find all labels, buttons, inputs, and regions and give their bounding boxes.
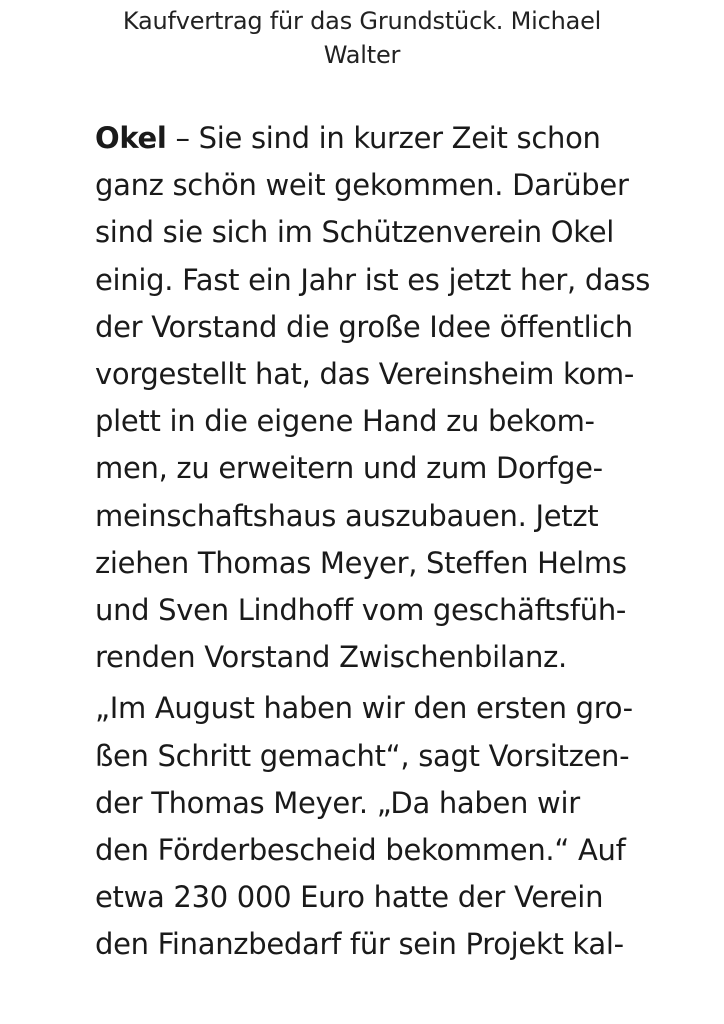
caption-line: Kaufvertrag für das Grundstück. Michael xyxy=(122,7,602,35)
text-line: etwa 230 000 Euro hatte der Verein xyxy=(95,880,604,915)
text-line: sind sie sich im Schützenverein Okel xyxy=(95,215,615,250)
text-line: den Förderbescheid bekommen.“ Auf xyxy=(95,833,626,868)
text-line: den Finanzbedarf für sein Projekt kal- xyxy=(95,927,624,962)
text-line: einig. Fast ein Jahr ist es jetzt her, dass xyxy=(95,262,651,297)
text-line: plett in die eigene Hand zu bekom- xyxy=(95,404,595,439)
text-line: vorgestellt hat, das Vereinsheim kom- xyxy=(95,357,635,392)
text-line-rest: – Sie sind in kurzer Zeit schon xyxy=(166,121,601,155)
dateline: Okel xyxy=(95,121,167,155)
text-line: der Thomas Meyer. „Da haben wir xyxy=(95,785,580,820)
text-line: ßen Schritt gemacht“, sagt Vorsitzen- xyxy=(95,738,630,773)
image-caption xyxy=(90,4,634,72)
text-line: ziehen Thomas Meyer, Steffen Helms xyxy=(95,545,627,580)
text-line: der Vorstand die große Idee öffentlich xyxy=(95,309,633,344)
caption-line: Walter xyxy=(323,41,401,69)
text-line: „Im August haben wir den ersten gro- xyxy=(95,691,633,726)
text-line: ganz schön weit gekommen. Darüber xyxy=(95,168,629,203)
article-body xyxy=(95,115,655,969)
text-line xyxy=(95,115,655,162)
text-line: und Sven Lindhoff vom geschäftsfüh- xyxy=(95,593,627,628)
text-line: men, zu erweitern und zum Dorfge- xyxy=(95,451,603,486)
text-line: renden Vorstand Zwischenbilanz. xyxy=(95,640,567,675)
text-line: meinschaftshaus auszubauen. Jetzt xyxy=(95,498,599,533)
paragraph-2 xyxy=(95,685,655,968)
paragraph-1 xyxy=(95,115,655,681)
